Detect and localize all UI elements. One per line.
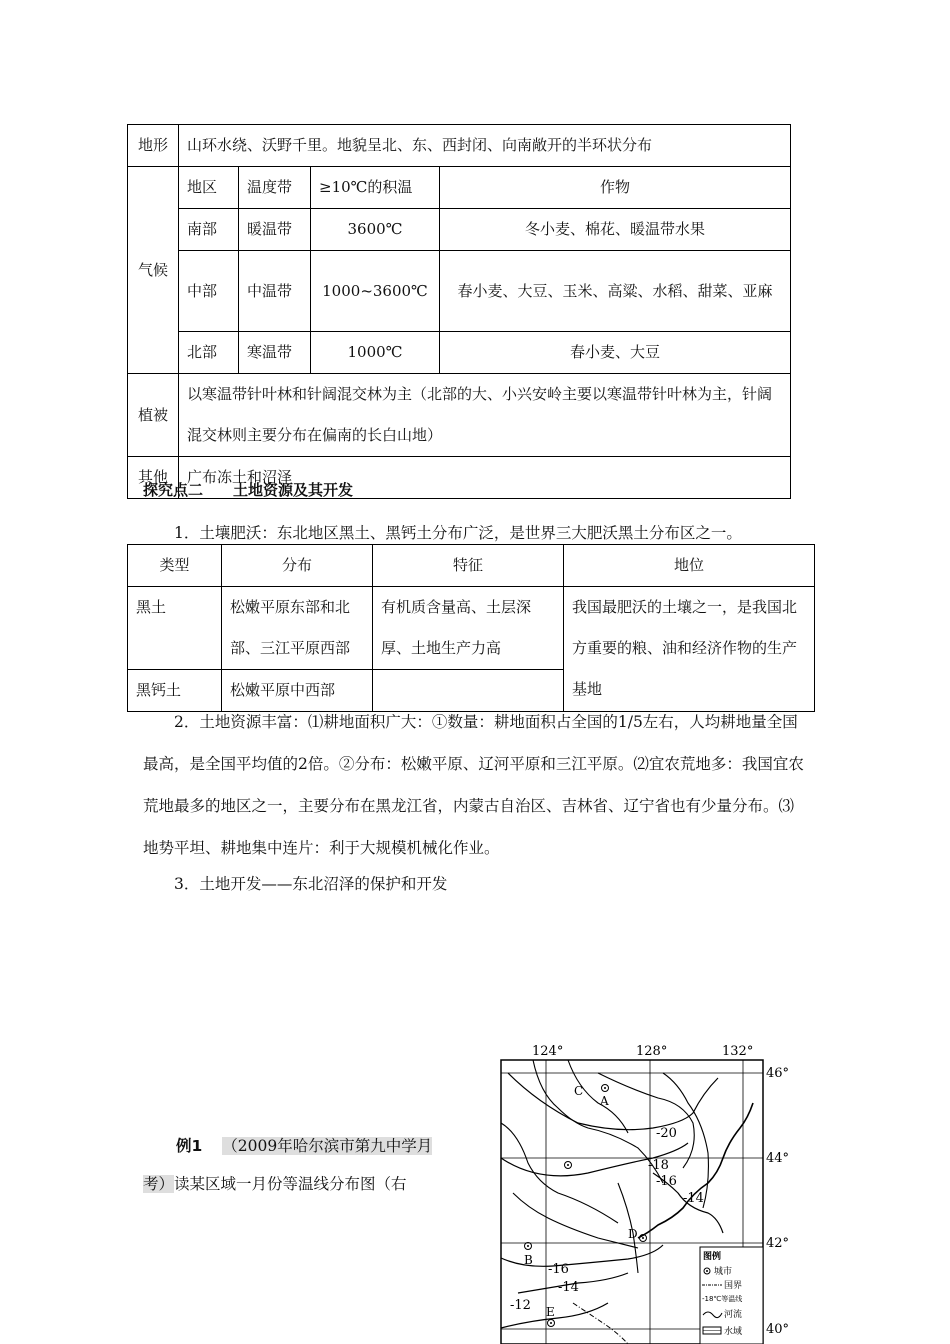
table-cell: 春小麦、大豆 bbox=[440, 332, 791, 374]
table-cell: 暖温带 bbox=[239, 209, 311, 251]
paragraph-land: 2．土地资源丰富：⑴耕地面积广大：①数量：耕地面积占全国的1/5左右，人均耕地量全国最高，是全国平均值的2倍。②分布：松嫩平原、辽河平原和三江平原。⑵宜农荒地多：我国宜农荒地最多的地区之一，主要分布在黑龙江省，内蒙古自治区、吉林省、辽宁省也有少量分布。⑶地势平坦、耕地集中连片：利于大规模机械化作业。 bbox=[143, 713, 804, 857]
paragraph-development: 3．土地开发——东北沼泽的保护和开发 bbox=[174, 875, 448, 893]
table-cell: 1000~3600℃ bbox=[311, 251, 440, 332]
vegetation-text: 以寒温带针叶林和针阔混交林为主（北部的大、小兴安岭主要以寒温带针叶林为主，针阔混交林则主要分布在偏南的长白山地） bbox=[179, 374, 791, 457]
table-cell: 黑土 bbox=[128, 587, 222, 670]
table-cell: 3600℃ bbox=[311, 209, 440, 251]
header-temp-zone: 温度带 bbox=[239, 167, 311, 209]
climate-label: 气候 bbox=[128, 167, 179, 374]
isotherm-label: -14 bbox=[558, 1280, 579, 1295]
header-crops: 作物 bbox=[440, 167, 791, 209]
border-line bbox=[573, 1303, 628, 1344]
table-cell: 中部 bbox=[179, 251, 239, 332]
terrain-text: 山环水绕、沃野千里。地貌呈北、东、西封闭、向南敞开的半环状分布 bbox=[179, 125, 791, 167]
table-cell: 南部 bbox=[179, 209, 239, 251]
geography-table bbox=[127, 124, 791, 499]
isotherm-map bbox=[478, 1033, 803, 1344]
isotherm-label: -12 bbox=[510, 1298, 531, 1313]
lat-label: 42° bbox=[766, 1236, 790, 1251]
city-markers bbox=[525, 1085, 647, 1327]
legend-item: 河流 bbox=[724, 1310, 743, 1320]
table-cell: 北部 bbox=[179, 332, 239, 374]
isotherm-label: -18 bbox=[648, 1158, 669, 1173]
other-label: 其他 bbox=[128, 457, 179, 499]
vegetation-label: 植被 bbox=[128, 374, 179, 457]
legend-item: -18℃等温线 bbox=[702, 1295, 743, 1303]
header-status: 地位 bbox=[564, 545, 815, 587]
table-cell: 冬小麦、棉花、暖温带水果 bbox=[440, 209, 791, 251]
legend-title: 图例 bbox=[703, 1252, 722, 1262]
lon-label: 128° bbox=[636, 1044, 668, 1059]
example-text: 读某区域一月份等温线分布图（右 bbox=[174, 1175, 407, 1193]
legend-item: 水域 bbox=[724, 1327, 743, 1337]
soil-table bbox=[127, 544, 815, 712]
point-label: D bbox=[628, 1227, 638, 1241]
example-source: （2009年哈尔滨市第九中学月 bbox=[222, 1137, 433, 1155]
example-block bbox=[143, 1127, 468, 1203]
isotherm-label: -16 bbox=[548, 1262, 569, 1277]
example-label: 例1 bbox=[176, 1137, 203, 1155]
lon-label: 132° bbox=[722, 1044, 754, 1059]
terrain-label: 地形 bbox=[128, 125, 179, 167]
table-cell: 春小麦、大豆、玉米、高粱、水稻、甜菜、亚麻 bbox=[440, 251, 791, 332]
legend-item: 国界 bbox=[724, 1281, 743, 1291]
table-cell: 松嫩平原中西部 bbox=[222, 670, 373, 712]
point-label: E bbox=[546, 1305, 555, 1319]
lat-label: 40° bbox=[766, 1322, 790, 1337]
header-type: 类型 bbox=[128, 545, 222, 587]
point-label: C bbox=[574, 1084, 584, 1098]
table-cell: 有机质含量高、土层深厚、土地生产力高 bbox=[373, 587, 564, 670]
example-source-cont: 考） bbox=[143, 1175, 175, 1193]
isotherm-label: -14 bbox=[683, 1191, 704, 1206]
other-text: 广布冻土和沼泽 bbox=[179, 457, 791, 499]
header-distribution: 分布 bbox=[222, 545, 373, 587]
section-title: 探究点二 土地资源及其开发 bbox=[143, 481, 354, 499]
lon-label: 124° bbox=[532, 1044, 564, 1059]
map-legend bbox=[700, 1247, 763, 1344]
table-cell: 黑钙土 bbox=[128, 670, 222, 712]
isotherm-label: -20 bbox=[656, 1126, 677, 1141]
isotherm-label: -16 bbox=[656, 1174, 677, 1189]
paragraph-soil: 1．土壤肥沃：东北地区黑土、黑钙土分布广泛，是世界三大肥沃黑土分布区之一。 bbox=[174, 524, 742, 542]
header-accum-temp: ≥10℃的积温 bbox=[311, 167, 440, 209]
table-cell: 1000℃ bbox=[311, 332, 440, 374]
point-label: A bbox=[600, 1094, 609, 1108]
table-cell: 寒温带 bbox=[239, 332, 311, 374]
lat-label: 44° bbox=[766, 1151, 790, 1166]
table-cell: 我国最肥沃的土壤之一，是我国北方重要的粮、油和经济作物的生产基地 bbox=[564, 587, 815, 712]
table-cell: 中温带 bbox=[239, 251, 311, 332]
lat-label: 46° bbox=[766, 1066, 790, 1081]
table-cell: 松嫩平原东部和北部、三江平原西部 bbox=[222, 587, 373, 670]
header-feature: 特征 bbox=[373, 545, 564, 587]
point-label: B bbox=[524, 1253, 533, 1267]
header-region: 地区 bbox=[179, 167, 239, 209]
legend-item: 城市 bbox=[714, 1267, 733, 1277]
